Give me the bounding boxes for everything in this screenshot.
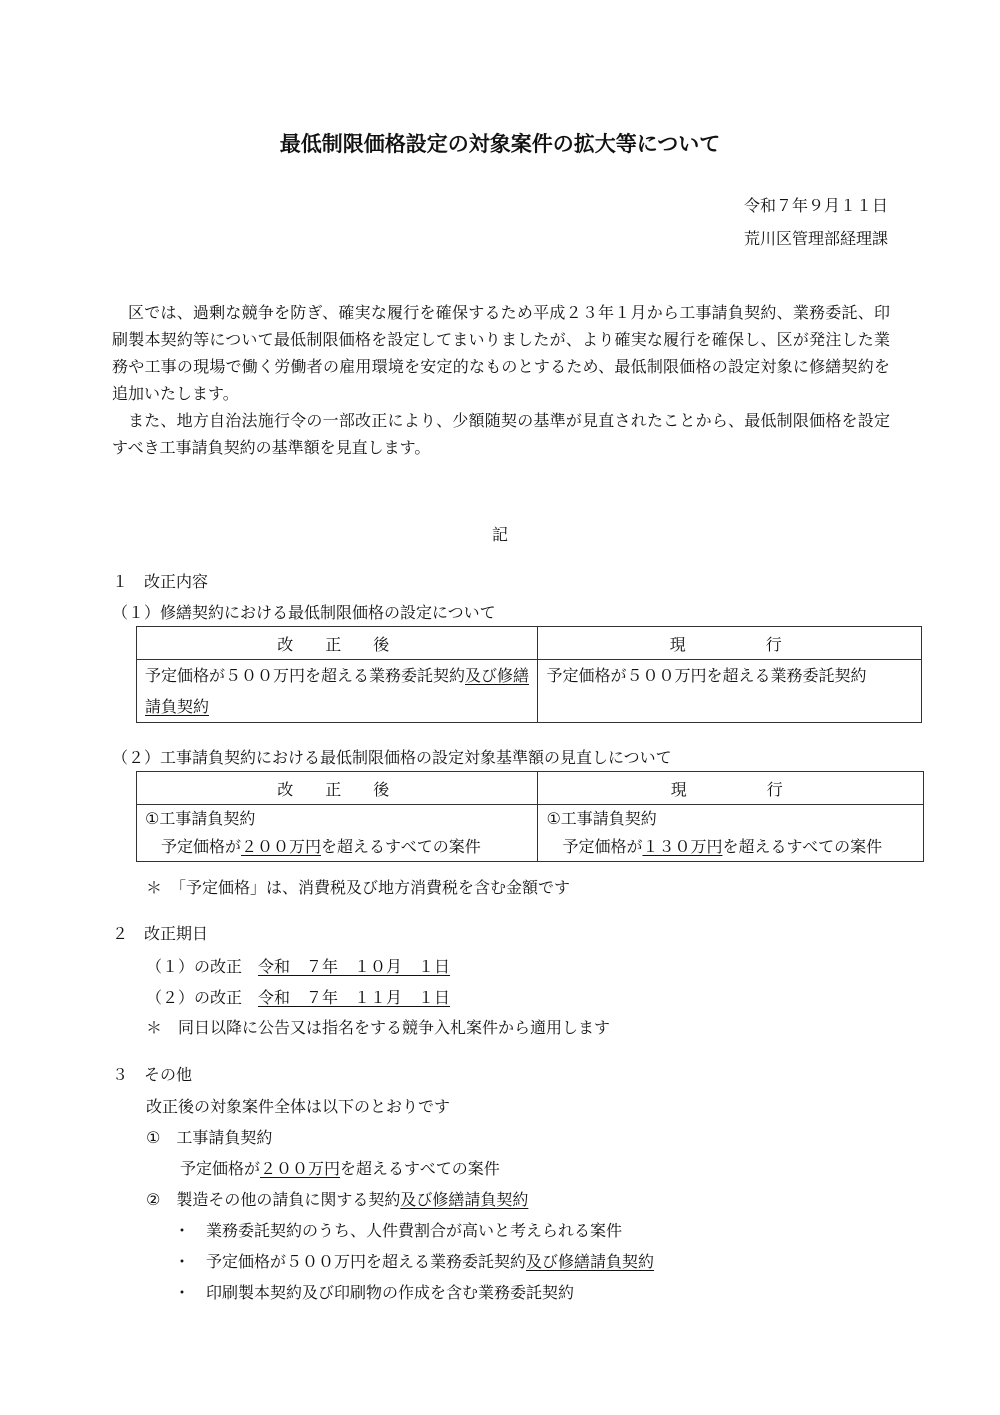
application-note: ＊ 同日以降に公告又は指名をする競争入札案件から適用します — [146, 1018, 611, 1037]
table1-cell-after — [137, 660, 538, 723]
price-note: ＊ 「予定価格」は、消費税及び地方消費税を含む金額です — [146, 878, 571, 897]
bullet-item-1: ・ 業務委託契約のうち、人件費割合が高いと考えられる案件 — [174, 1221, 623, 1240]
intro-paragraph-1: 区では、過剰な競争を防ぎ、確実な履行を確保するため平成２３年１月から工事請負契約、業務委託、印刷製本契約等について最低制限価格を設定してまいりましたが、より確実な履行を確保し、区が発注した業務や工事の現場で働く労働者の雇用環境を安定的なものとするため、最低制限価格の設定対象に修繕契約を追加いたします。 — [112, 303, 890, 403]
table2-after-line1: ①工事請負契約 — [145, 809, 256, 828]
ki-heading: 記 — [491, 525, 508, 544]
table1-header-after: 改 正 後 — [137, 627, 538, 660]
target-item-1-detail: 予定価格が２００万円を超えるすべての案件 — [180, 1159, 500, 1178]
section-1-heading: １ 改正内容 — [112, 572, 209, 591]
table2-header-after: 改 正 後 — [137, 772, 538, 805]
comparison-table-2 — [136, 771, 924, 862]
table1-after-text: 予定価格が５００万円を超える業務委託契約 — [145, 666, 466, 685]
intro-paragraph-2: また、地方自治法施行令の一部改正により、少額随契の基準が見直されたことから、最低制限価格を設定すべき工事請負契約の基準額を見直します。 — [112, 411, 890, 457]
comparison-table-1 — [136, 626, 922, 723]
subsection-1-heading: （１）修繕契約における最低制限価格の設定について — [112, 603, 496, 622]
section-2-heading: ２ 改正期日 — [112, 924, 209, 943]
revision-date-1: （１）の改正 令和 ７年 １０月 １日 — [146, 957, 451, 976]
table2-after-line2: 予定価格が２００万円を超えるすべての案件 — [161, 837, 481, 856]
intro-text — [112, 299, 890, 461]
bullet-item-3: ・ 印刷製本契約及び印刷物の作成を含む業務委託契約 — [174, 1283, 575, 1302]
target-item-1: ① 工事請負契約 — [146, 1128, 273, 1147]
table1-header-current: 現 行 — [538, 627, 922, 660]
table1-cell-current — [538, 660, 922, 723]
document-title: 最低制限価格設定の対象案件の拡大等について — [279, 132, 721, 156]
table2-current-line1: ①工事請負契約 — [546, 809, 657, 828]
table2-header-current: 現 行 — [538, 772, 924, 805]
target-item-2-underlined: 及び修繕請負契約 — [400, 1190, 529, 1209]
table2-cell-current — [538, 805, 924, 862]
revision-date-2: （２）の改正 令和 ７年 １１月 １日 — [146, 988, 451, 1007]
revision-date-2-value: 令和 ７年 １１月 １日 — [258, 988, 451, 1007]
section-3-intro: 改正後の対象案件全体は以下のとおりです — [146, 1097, 451, 1116]
issuing-department: 荒川区管理部経理課 — [743, 229, 888, 248]
table2-cell-after — [137, 805, 538, 862]
issue-date: 令和７年９月１１日 — [743, 196, 888, 215]
revision-date-1-value: 令和 ７年 １０月 １日 — [258, 957, 451, 976]
target-item-1-amount: ２００万円 — [260, 1159, 341, 1178]
target-item-2: ② 製造その他の請負に関する契約及び修繕請負契約 — [146, 1190, 529, 1209]
bullet-item-2: ・ 予定価格が５００万円を超える業務委託契約及び修繕請負契約 — [174, 1252, 655, 1271]
table1-after-underlined: 及び修繕請負契約 — [145, 666, 530, 716]
table2-after-amount: ２００万円 — [241, 837, 322, 856]
table2-current-line2: 予定価格が１３０万円を超えるすべての案件 — [562, 837, 883, 856]
bullet-item-2-underlined: 及び修繕請負契約 — [526, 1252, 655, 1271]
table1-current-text: 予定価格が５００万円を超える業務委託契約 — [546, 666, 867, 685]
section-3-heading: ３ その他 — [112, 1065, 193, 1084]
table2-current-amount: １３０万円 — [642, 837, 723, 856]
subsection-2-heading: （２）工事請負契約における最低制限価格の設定対象基準額の見直しについて — [112, 748, 672, 767]
